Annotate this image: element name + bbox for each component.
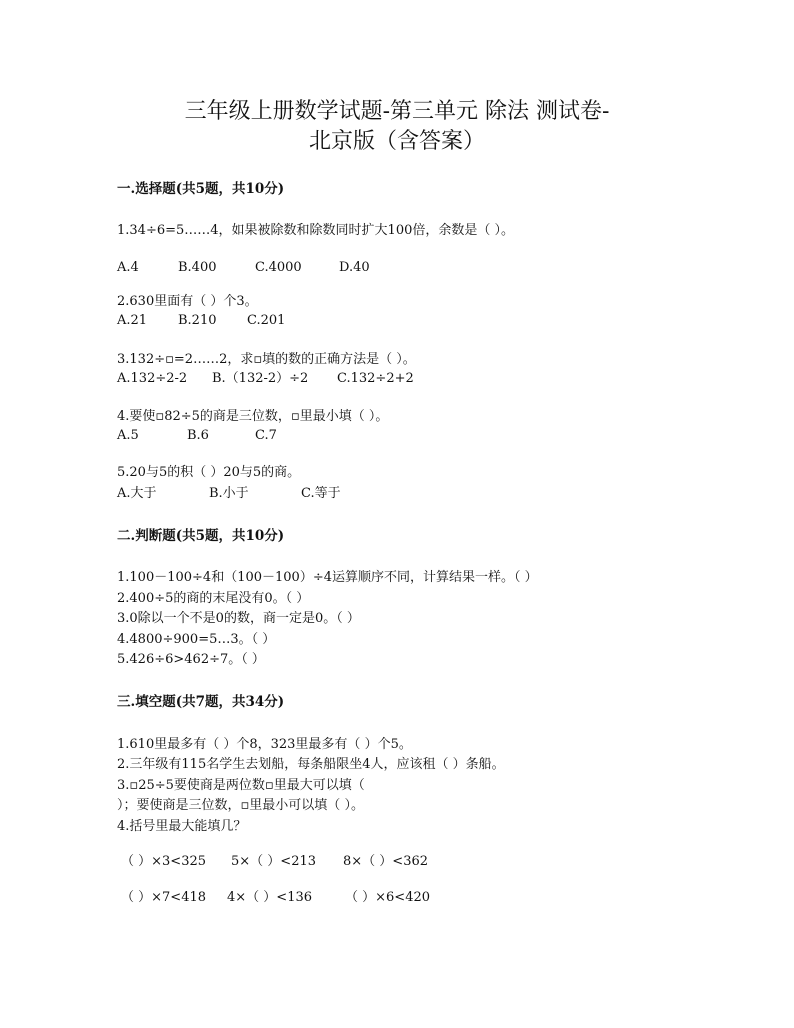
option-c: C.7 — [255, 428, 277, 443]
option-a: A.5 — [117, 428, 139, 443]
judge-item-5: 5.426÷6>462÷7。（ ） — [117, 652, 265, 667]
choice-question-2: 2.630里面有（ ）个3。 — [117, 294, 258, 309]
option-a: A.大于 — [117, 486, 157, 501]
option-c: C.132÷2+2 — [337, 371, 414, 386]
section-heading-fill: 三.填空题(共7题，共34分) — [117, 694, 285, 710]
judge-item-1: 1.100－100÷4和（100－100）÷4运算顺序不同，计算结果一样。（ ） — [117, 570, 538, 585]
fill-item-1: 1.610里最多有（ ）个8，323里最多有（ ）个5。 — [117, 737, 412, 752]
fill-item-3-line-1: 3.▫25÷5要使商是两位数▫里最大可以填（ — [117, 778, 365, 793]
option-b: B.6 — [187, 428, 209, 443]
option-c: C.201 — [247, 313, 286, 328]
option-b: B.（132-2）÷2 — [212, 371, 309, 386]
choice-question-3: 3.132÷▫=2……2，求▫填的数的正确方法是（ ）。 — [117, 352, 416, 367]
fill-item-3-line-2: ）；要使商是三位数，▫里最小可以填（ ）。 — [117, 798, 364, 813]
inequality: （ ）×7<418 — [121, 890, 207, 905]
option-c: C.等于 — [301, 486, 341, 501]
option-d: D.40 — [339, 260, 370, 275]
page-title-line-1: 三年级上册数学试题-第三单元 除法 测试卷- — [184, 99, 610, 124]
choice-question-1: 1.34÷6=5……4，如果被除数和除数同时扩大100倍，余数是（ ）。 — [117, 223, 514, 238]
option-b: B.400 — [178, 260, 217, 275]
option-c: C.4000 — [255, 260, 302, 275]
choice-question-5: 5.20与5的积（ ）20与5的商。 — [117, 465, 301, 480]
inequality: （ ）×3<325 — [121, 854, 207, 869]
choice-question-4: 4.要使▫82÷5的商是三位数，▫里最小填（ ）。 — [117, 409, 389, 424]
option-a: A.132÷2-2 — [117, 371, 188, 386]
fill-item-4: 4.括号里最大能填几？ — [117, 819, 247, 834]
page-title-line-2: 北京版（含答案） — [308, 129, 485, 154]
option-b: B.210 — [178, 313, 217, 328]
judge-item-2: 2.400÷5的商的末尾没有0。（ ） — [117, 591, 310, 606]
option-b: B.小于 — [209, 486, 249, 501]
option-a: A.4 — [117, 260, 139, 275]
fill-item-2: 2.三年级有115名学生去划船，每条船限坐4人，应该租（ ）条船。 — [117, 757, 505, 772]
inequality: 5×（ ）<213 — [231, 854, 317, 869]
inequality: 8×（ ）<362 — [343, 854, 429, 869]
option-a: A.21 — [117, 313, 148, 328]
inequality: （ ）×6<420 — [345, 890, 431, 905]
judge-item-3: 3.0除以一个不是0的数，商一定是0。（ ） — [117, 611, 360, 626]
section-heading-judge: 二.判断题(共5题，共10分) — [117, 528, 285, 544]
inequality: 4×（ ）<136 — [227, 890, 313, 905]
section-heading-choice: 一.选择题(共5题，共10分) — [117, 181, 285, 197]
judge-item-4: 4.4800÷900=5…3。（ ） — [117, 632, 276, 647]
